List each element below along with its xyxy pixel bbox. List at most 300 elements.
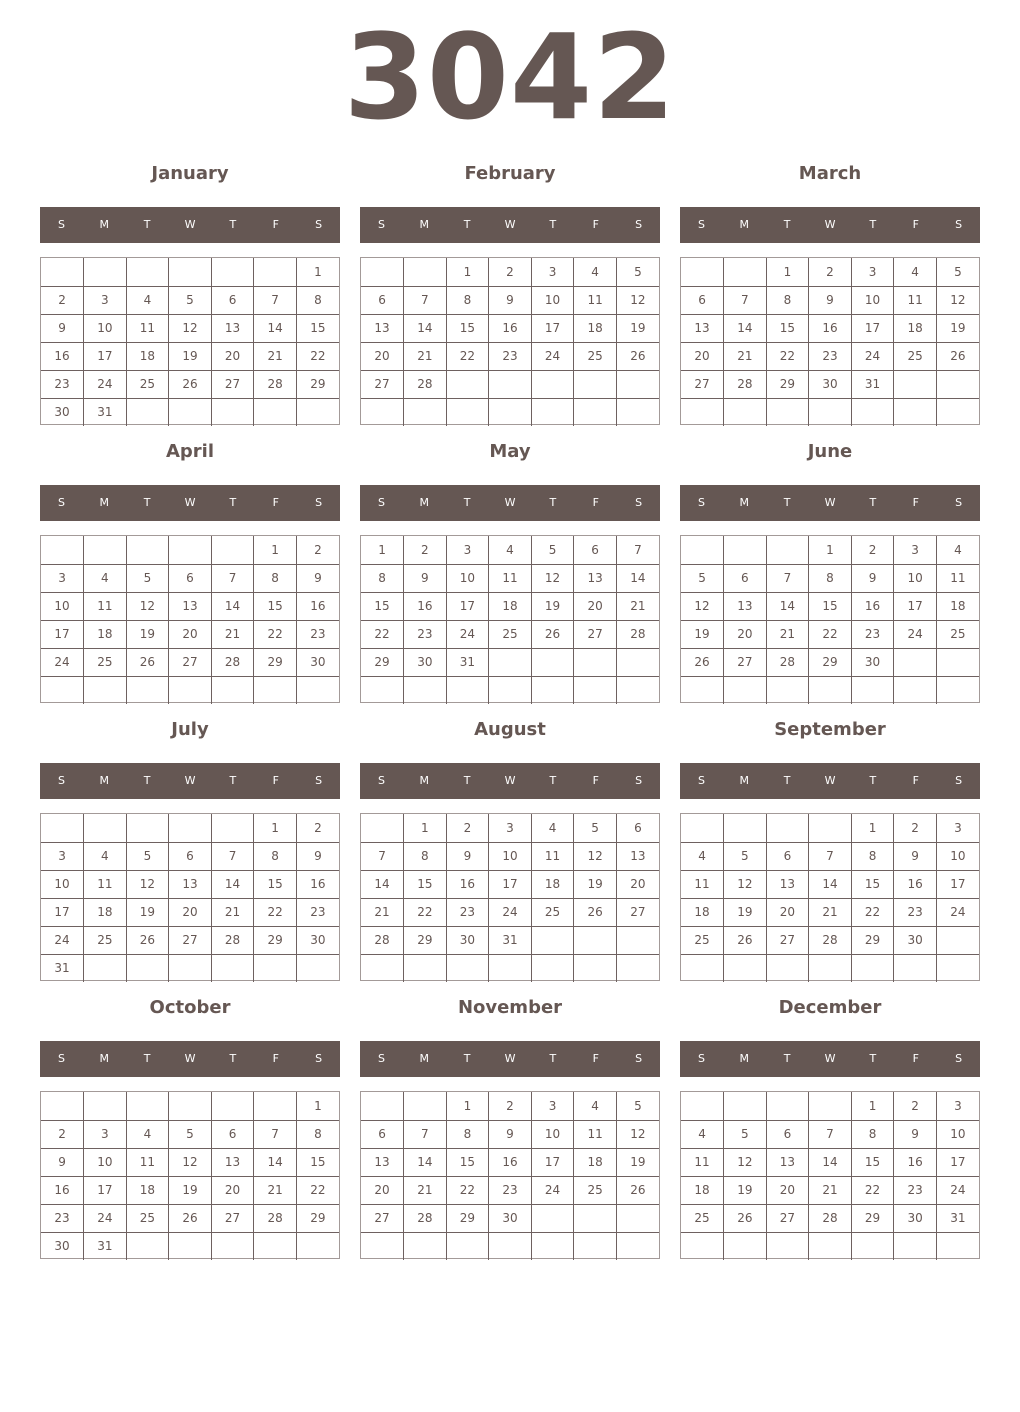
week-row [41, 1204, 339, 1232]
day-cell: 4 [84, 564, 127, 592]
day-cell: 23 [809, 342, 852, 370]
day-cell: 27 [724, 648, 767, 676]
day-cell: 4 [894, 258, 937, 286]
day-cell: 22 [361, 620, 404, 648]
day-cell: 11 [894, 286, 937, 314]
day-cell: 3 [84, 1120, 127, 1148]
day-cell: 24 [531, 342, 574, 370]
day-cell: 15 [766, 314, 809, 342]
day-cell: 11 [574, 286, 617, 314]
week-row [41, 258, 339, 286]
weekday-label: M [419, 1052, 430, 1065]
day-cell: 13 [724, 592, 767, 620]
weekday-label: T [229, 218, 237, 231]
empty-day-cell [766, 1092, 809, 1120]
week-row [41, 1120, 339, 1148]
week-row [41, 620, 339, 648]
empty-day-cell [254, 258, 297, 286]
day-cell: 29 [296, 370, 339, 398]
day-cell: 24 [489, 898, 532, 926]
empty-day-cell [851, 676, 894, 704]
empty-day-cell [616, 1232, 659, 1260]
day-cell: 27 [681, 370, 724, 398]
day-cell: 27 [361, 1204, 404, 1232]
weekday-label: S [315, 1052, 323, 1065]
weekday-label: F [912, 1052, 919, 1065]
weekday-label: T [463, 218, 471, 231]
day-cell: 23 [404, 620, 447, 648]
day-cell: 23 [489, 1176, 532, 1204]
day-cell: 29 [446, 1204, 489, 1232]
day-cell: 2 [446, 814, 489, 842]
day-cell: 8 [446, 1120, 489, 1148]
day-cell: 10 [84, 314, 127, 342]
weekday-label: M [99, 218, 110, 231]
weekday-label: S [57, 218, 65, 231]
day-cell: 16 [296, 592, 339, 620]
weekday-header [680, 207, 980, 243]
week-row [361, 1092, 659, 1120]
empty-day-cell [616, 926, 659, 954]
day-cell: 17 [41, 898, 84, 926]
empty-day-cell [531, 1232, 574, 1260]
empty-day-cell [574, 370, 617, 398]
day-cell: 26 [169, 370, 212, 398]
empty-day-cell [531, 954, 574, 982]
day-cell: 29 [404, 926, 447, 954]
empty-day-cell [361, 258, 404, 286]
day-cell: 6 [361, 286, 404, 314]
empty-day-cell [489, 398, 532, 426]
empty-day-cell [681, 814, 724, 842]
day-cell: 11 [681, 1148, 724, 1176]
day-cell: 25 [126, 1204, 169, 1232]
empty-day-cell [894, 1232, 937, 1260]
day-cell: 12 [724, 1148, 767, 1176]
day-cell: 25 [84, 648, 127, 676]
empty-day-cell [126, 398, 169, 426]
week-row [361, 1120, 659, 1148]
week-row [361, 342, 659, 370]
week-row [41, 870, 339, 898]
day-cell: 24 [531, 1176, 574, 1204]
empty-day-cell [531, 370, 574, 398]
empty-day-cell [724, 536, 767, 564]
day-cell: 10 [936, 1120, 979, 1148]
day-cell: 7 [361, 842, 404, 870]
weekday-label: S [315, 774, 323, 787]
empty-day-cell [616, 648, 659, 676]
empty-day-cell [446, 954, 489, 982]
day-cell: 5 [169, 286, 212, 314]
day-cell: 18 [574, 314, 617, 342]
empty-day-cell [936, 648, 979, 676]
day-grid [680, 257, 980, 425]
day-cell: 18 [681, 1176, 724, 1204]
day-cell: 17 [41, 620, 84, 648]
day-cell: 25 [574, 1176, 617, 1204]
day-cell: 20 [361, 342, 404, 370]
day-cell: 30 [41, 1232, 84, 1260]
empty-day-cell [531, 1204, 574, 1232]
month-title: July [171, 719, 209, 740]
day-cell: 28 [809, 926, 852, 954]
day-cell: 21 [211, 898, 254, 926]
weekday-label: T [463, 774, 471, 787]
weekday-label: M [739, 774, 750, 787]
day-cell: 29 [851, 926, 894, 954]
weekday-header [360, 207, 660, 243]
empty-day-cell [936, 926, 979, 954]
day-cell: 20 [681, 342, 724, 370]
weekday-label: M [99, 496, 110, 509]
day-cell: 14 [724, 314, 767, 342]
day-cell: 31 [489, 926, 532, 954]
day-cell: 2 [296, 814, 339, 842]
day-cell: 1 [296, 258, 339, 286]
day-cell: 4 [489, 536, 532, 564]
week-row [41, 1092, 339, 1120]
day-cell: 10 [894, 564, 937, 592]
week-row [681, 1232, 979, 1260]
day-cell: 27 [574, 620, 617, 648]
weekday-label: S [315, 218, 323, 231]
day-grid [40, 535, 340, 703]
weekday-label: F [592, 1052, 599, 1065]
weekday-label: M [739, 1052, 750, 1065]
empty-day-cell [41, 258, 84, 286]
empty-day-cell [936, 954, 979, 982]
day-cell: 15 [254, 870, 297, 898]
day-cell: 13 [574, 564, 617, 592]
day-cell: 4 [84, 842, 127, 870]
day-cell: 30 [894, 926, 937, 954]
empty-day-cell [41, 676, 84, 704]
day-cell: 15 [809, 592, 852, 620]
day-cell: 15 [851, 870, 894, 898]
day-cell: 19 [531, 592, 574, 620]
day-cell: 10 [41, 870, 84, 898]
day-cell: 12 [574, 842, 617, 870]
day-cell: 20 [169, 620, 212, 648]
weekday-label: F [592, 496, 599, 509]
day-cell: 1 [446, 258, 489, 286]
day-cell: 18 [894, 314, 937, 342]
day-cell: 25 [936, 620, 979, 648]
empty-day-cell [489, 648, 532, 676]
day-cell: 19 [126, 898, 169, 926]
day-cell: 10 [531, 1120, 574, 1148]
weekday-label: S [955, 218, 963, 231]
day-cell: 7 [809, 842, 852, 870]
week-row [41, 814, 339, 842]
weekday-label: S [635, 496, 643, 509]
month-title: February [464, 163, 556, 184]
empty-day-cell [126, 1232, 169, 1260]
day-cell: 27 [169, 648, 212, 676]
weekday-header [360, 485, 660, 521]
week-row [681, 1092, 979, 1120]
day-cell: 30 [296, 926, 339, 954]
empty-day-cell [724, 954, 767, 982]
weekday-label: W [504, 774, 516, 787]
day-cell: 13 [361, 1148, 404, 1176]
day-cell: 14 [766, 592, 809, 620]
day-cell: 1 [446, 1092, 489, 1120]
day-cell: 19 [169, 342, 212, 370]
week-row [681, 592, 979, 620]
week-row [41, 898, 339, 926]
weekday-label: M [739, 218, 750, 231]
day-cell: 21 [254, 342, 297, 370]
week-row [361, 814, 659, 842]
empty-day-cell [169, 814, 212, 842]
day-grid [360, 813, 660, 981]
day-cell: 18 [84, 898, 127, 926]
empty-day-cell [211, 398, 254, 426]
day-cell: 24 [936, 1176, 979, 1204]
weekday-label: S [635, 218, 643, 231]
day-cell: 9 [489, 1120, 532, 1148]
weekday-label: T [783, 218, 791, 231]
weekday-label: T [143, 218, 151, 231]
day-cell: 8 [404, 842, 447, 870]
day-cell: 24 [84, 370, 127, 398]
day-cell: 30 [41, 398, 84, 426]
day-cell: 14 [211, 592, 254, 620]
day-cell: 21 [361, 898, 404, 926]
week-row [361, 258, 659, 286]
day-cell: 23 [296, 620, 339, 648]
week-row [361, 536, 659, 564]
empty-day-cell [531, 398, 574, 426]
weekday-header [40, 763, 340, 799]
weekday-label: S [57, 496, 65, 509]
day-cell: 15 [446, 314, 489, 342]
week-row [41, 954, 339, 982]
day-cell: 29 [254, 926, 297, 954]
day-cell: 22 [404, 898, 447, 926]
day-cell: 21 [404, 1176, 447, 1204]
day-cell: 11 [681, 870, 724, 898]
weekday-label: S [635, 1052, 643, 1065]
empty-day-cell [936, 1232, 979, 1260]
empty-day-cell [616, 370, 659, 398]
day-cell: 26 [936, 342, 979, 370]
week-row [361, 370, 659, 398]
empty-day-cell [936, 398, 979, 426]
week-row [361, 398, 659, 426]
weekday-label: W [504, 1052, 516, 1065]
day-cell: 5 [681, 564, 724, 592]
week-row [681, 926, 979, 954]
empty-day-cell [361, 676, 404, 704]
week-row [361, 954, 659, 982]
day-cell: 16 [489, 314, 532, 342]
week-row [41, 536, 339, 564]
day-cell: 27 [211, 370, 254, 398]
empty-day-cell [809, 1092, 852, 1120]
day-cell: 7 [211, 564, 254, 592]
day-cell: 31 [851, 370, 894, 398]
empty-day-cell [894, 398, 937, 426]
day-cell: 16 [446, 870, 489, 898]
day-cell: 13 [766, 1148, 809, 1176]
week-row [41, 314, 339, 342]
day-cell: 27 [766, 1204, 809, 1232]
weekday-label: W [184, 1052, 196, 1065]
empty-day-cell [574, 1204, 617, 1232]
empty-day-cell [126, 676, 169, 704]
day-cell: 9 [446, 842, 489, 870]
empty-day-cell [84, 1092, 127, 1120]
day-cell: 16 [41, 1176, 84, 1204]
empty-day-cell [489, 1232, 532, 1260]
day-cell: 24 [936, 898, 979, 926]
day-cell: 6 [211, 286, 254, 314]
week-row [361, 842, 659, 870]
day-cell: 2 [851, 536, 894, 564]
day-cell: 9 [296, 564, 339, 592]
weekday-label: F [272, 1052, 279, 1065]
week-row [41, 564, 339, 592]
day-cell: 13 [211, 1148, 254, 1176]
day-cell: 3 [531, 258, 574, 286]
day-cell: 29 [766, 370, 809, 398]
day-cell: 15 [404, 870, 447, 898]
day-cell: 4 [681, 1120, 724, 1148]
day-cell: 27 [211, 1204, 254, 1232]
weekday-label: T [783, 1052, 791, 1065]
day-cell: 5 [126, 564, 169, 592]
day-cell: 4 [574, 258, 617, 286]
empty-day-cell [681, 258, 724, 286]
day-cell: 5 [169, 1120, 212, 1148]
day-cell: 16 [404, 592, 447, 620]
day-cell: 27 [361, 370, 404, 398]
weekday-header [40, 485, 340, 521]
day-cell: 20 [211, 1176, 254, 1204]
weekday-header [680, 485, 980, 521]
empty-day-cell [851, 398, 894, 426]
weekday-label: S [377, 496, 385, 509]
empty-day-cell [254, 954, 297, 982]
empty-day-cell [211, 676, 254, 704]
empty-day-cell [766, 814, 809, 842]
week-row [361, 564, 659, 592]
empty-day-cell [404, 954, 447, 982]
weekday-label: S [377, 1052, 385, 1065]
day-cell: 8 [296, 286, 339, 314]
week-row [681, 648, 979, 676]
week-row [681, 1176, 979, 1204]
empty-day-cell [254, 676, 297, 704]
day-cell: 28 [211, 926, 254, 954]
day-cell: 15 [446, 1148, 489, 1176]
weekday-label: T [229, 1052, 237, 1065]
empty-day-cell [574, 648, 617, 676]
day-cell: 27 [169, 926, 212, 954]
day-cell: 17 [446, 592, 489, 620]
weekday-label: M [99, 1052, 110, 1065]
empty-day-cell [211, 814, 254, 842]
day-cell: 11 [84, 592, 127, 620]
day-cell: 13 [169, 592, 212, 620]
empty-day-cell [766, 676, 809, 704]
day-cell: 3 [489, 814, 532, 842]
day-cell: 20 [766, 898, 809, 926]
empty-day-cell [169, 954, 212, 982]
weekday-label: S [697, 218, 705, 231]
empty-day-cell [404, 1232, 447, 1260]
empty-day-cell [681, 676, 724, 704]
day-cell: 10 [84, 1148, 127, 1176]
weekday-label: W [184, 496, 196, 509]
day-cell: 6 [724, 564, 767, 592]
day-cell: 4 [126, 286, 169, 314]
day-cell: 12 [616, 1120, 659, 1148]
empty-day-cell [296, 1232, 339, 1260]
day-cell: 14 [404, 1148, 447, 1176]
day-cell: 12 [681, 592, 724, 620]
weekday-label: S [697, 774, 705, 787]
empty-day-cell [894, 370, 937, 398]
day-cell: 24 [851, 342, 894, 370]
day-cell: 26 [531, 620, 574, 648]
weekday-label: F [272, 218, 279, 231]
day-cell: 12 [724, 870, 767, 898]
weekday-label: W [184, 218, 196, 231]
day-cell: 11 [574, 1120, 617, 1148]
day-cell: 7 [809, 1120, 852, 1148]
day-cell: 15 [361, 592, 404, 620]
empty-day-cell [211, 258, 254, 286]
empty-day-cell [574, 926, 617, 954]
day-cell: 26 [616, 1176, 659, 1204]
empty-day-cell [361, 1232, 404, 1260]
day-cell: 19 [936, 314, 979, 342]
day-cell: 21 [211, 620, 254, 648]
week-row [361, 1204, 659, 1232]
day-cell: 10 [489, 842, 532, 870]
day-cell: 26 [126, 648, 169, 676]
empty-day-cell [361, 954, 404, 982]
day-cell: 18 [84, 620, 127, 648]
day-cell: 19 [681, 620, 724, 648]
day-cell: 13 [766, 870, 809, 898]
day-cell: 11 [84, 870, 127, 898]
day-cell: 6 [169, 842, 212, 870]
day-cell: 29 [254, 648, 297, 676]
day-cell: 9 [489, 286, 532, 314]
week-row [681, 676, 979, 704]
day-cell: 3 [41, 842, 84, 870]
day-cell: 10 [851, 286, 894, 314]
day-grid [680, 1091, 980, 1259]
day-cell: 15 [254, 592, 297, 620]
day-cell: 8 [254, 564, 297, 592]
weekday-label: F [592, 218, 599, 231]
day-cell: 17 [851, 314, 894, 342]
weekday-header [40, 1041, 340, 1077]
day-cell: 8 [766, 286, 809, 314]
day-cell: 5 [936, 258, 979, 286]
day-cell: 18 [681, 898, 724, 926]
empty-day-cell [809, 814, 852, 842]
week-row [361, 592, 659, 620]
empty-day-cell [296, 954, 339, 982]
day-cell: 23 [489, 342, 532, 370]
